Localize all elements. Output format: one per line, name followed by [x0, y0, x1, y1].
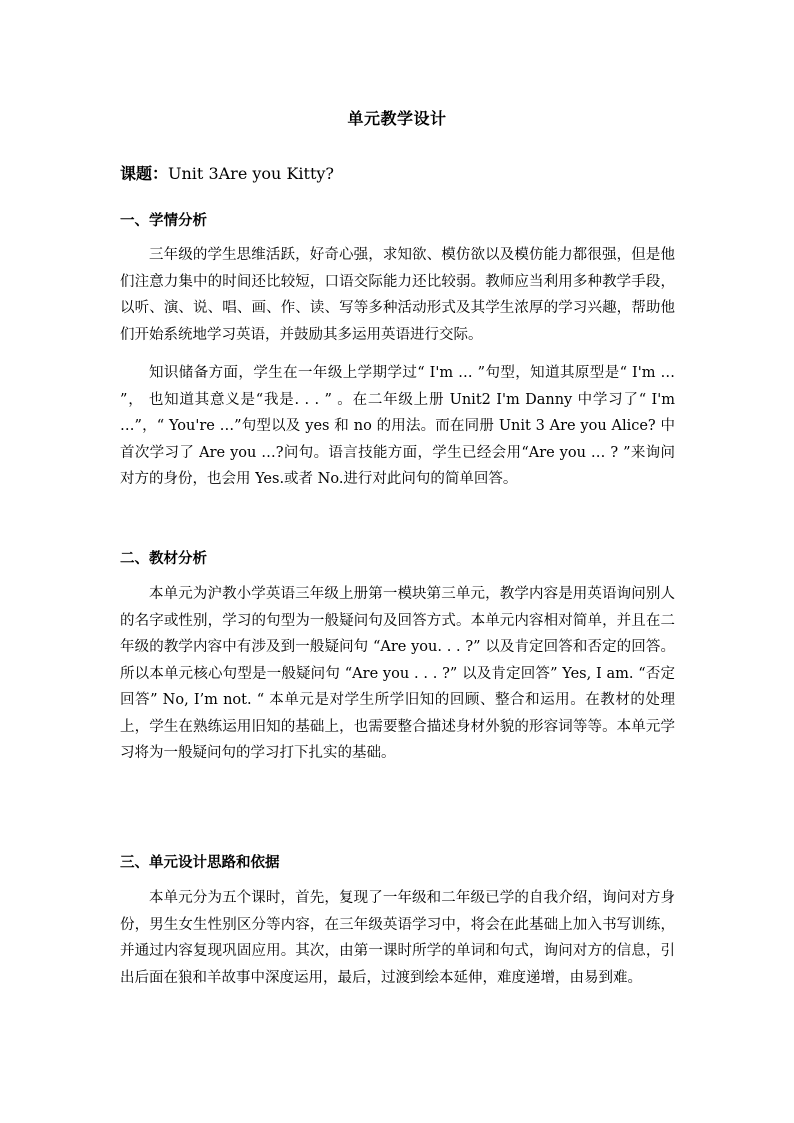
section-heading-learner-analysis: 一、学情分析 [120, 212, 207, 229]
section-paragraph: 本单元分为五个课时，首先，复现了一年级和二年级已学的自我介绍，询问对方身份，男生女生性别区分等内容，在三年级英语学习中，将会在此基础上加入书写训练，并通过内容复现巩固应用。其次，由第一课时所学的单词和句式，询问对方的信息，引出后面在狼和羊故事中深度运用，最后，过渡到绘本延伸，难度递增，由易到难。 [120, 890, 675, 986]
section-paragraph: 知识储备方面，学生在一年级上学期学过“ I'm … ”句型，知道其原型是“ I'm … ”， 也知道其意义是“我是. . . ” 。在二年级上册 Unit2 I'm Danny 中学习了“ I'm …”，“ You're …”句型以及 yes 和 no 的用法。而在同册 Unit 3 Are you Alice? 中首次学习了 Are you …?问句。语言技能方面，学生已经会用“Are you … ? ”来询问对方的身份，也会用 Yes.或者 No.进行对此问句的简单回答。 [120, 365, 675, 487]
section-heading-material-analysis: 二、教材分析 [120, 550, 207, 567]
section-paragraph: 本单元为沪教小学英语三年级上册第一模块第三单元，教学内容是用英语询问别人的名字或性别，学习的句型为一般疑问句及回答方式。本单元内容相对简单，并且在二年级的教学内容中有涉及到一般疑问句 “Are you. . . ?” 以及肯定回答和否定的回答。所以本单元核心句型是一般疑问句 “Are you . . . ?” 以及肯定回答” Yes, I am. “否定回答” No, I’m not. “ 本单元是对学生所学旧知的回顾、整合和运用。在教材的处理上，学生在熟练运用旧知的基础上，也需要整合描述身材外貌的形容词等等。本单元学习将为一般疑问句的学习打下扎实的基础。 [120, 586, 675, 761]
document-title: 单元教学设计 [347, 109, 447, 128]
topic-label: 课题： [120, 164, 169, 183]
topic-value: Unit 3Are you Kitty? [168, 164, 334, 183]
section-paragraph: 三年级的学生思维活跃，好奇心强，求知欲、模仿欲以及模仿能力都很强，但是他们注意力集中的时间还比较短，口语交际能力还比较弱。教师应当利用多种教学手段，以听、演、说、唱、画、作、读、写等多种活动形式及其学生浓厚的学习兴趣，帮助他们开始系统地学习英语，并鼓励其多运用英语进行交际。 [120, 247, 675, 343]
topic-line [120, 161, 334, 184]
section-heading-design-rationale: 三、单元设计思路和依据 [120, 854, 280, 871]
